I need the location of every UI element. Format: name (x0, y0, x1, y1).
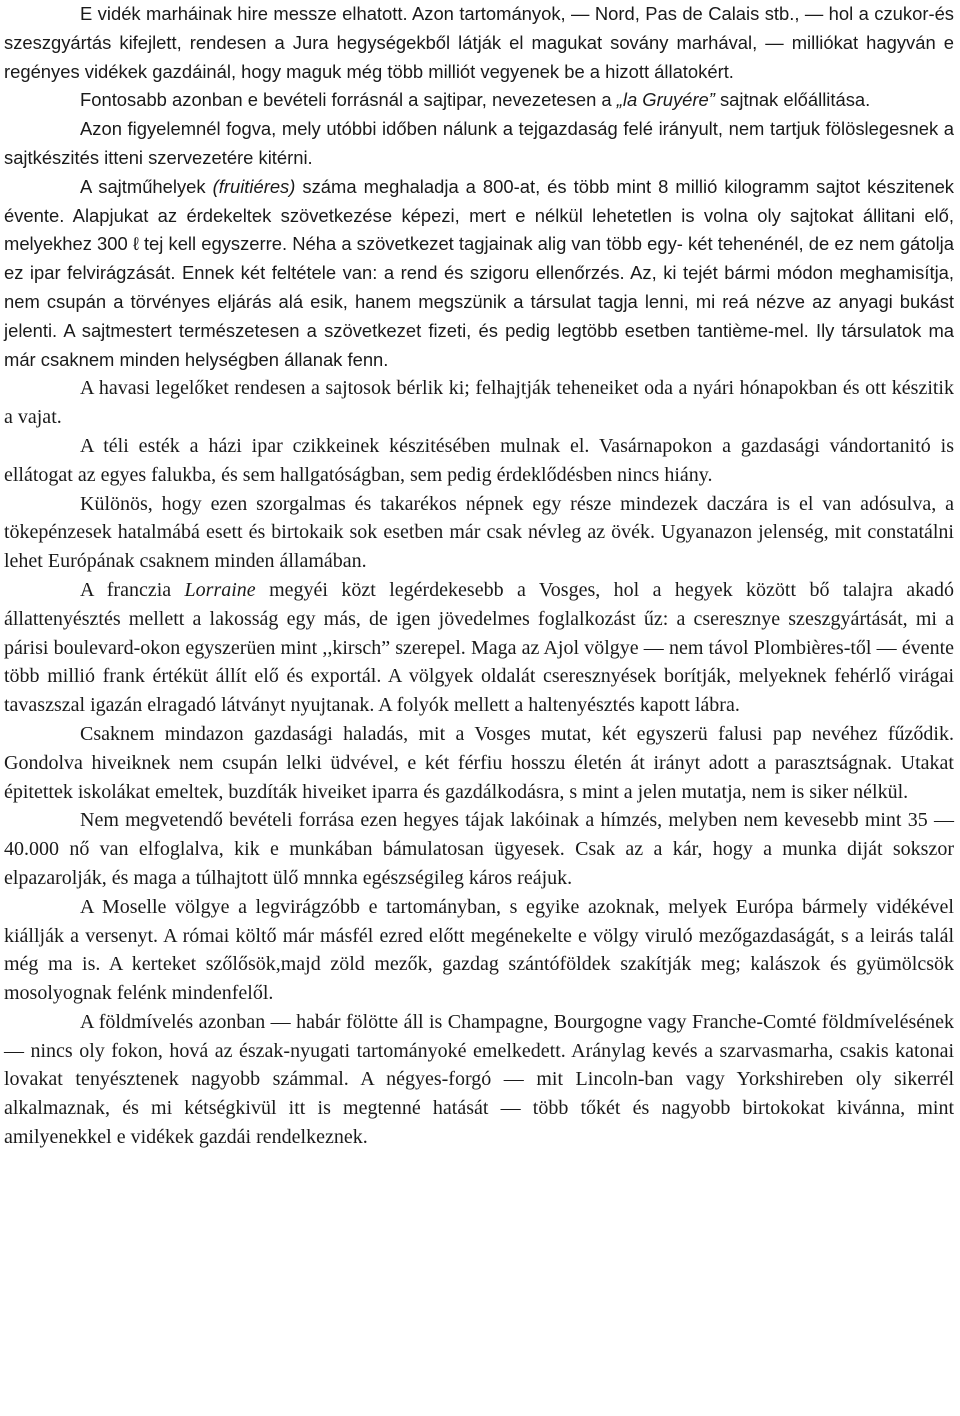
paragraph (4, 115, 954, 173)
text-run: A földmívelés azonban — habár fölötte áll is Champagne, Bourgogne vagy Franche-Comté földmívelésének — nincs oly fokon, hová az észak-nyugati tartományoké emelkedett. Aránylag kevés a szarvasmarha, csakis katonai lovakat tenyésztenek nagyobb számmal. A négyes-forgó — mit Lincoln-ban vagy Yorkshireben oly sikerrél alkalmaznak, és mi kétségkivül itt is megtenné hatását — több tőkét és nagyobb birtokokat kivánna, mint amilyenekkel e vidékek gazdái rendelkeznek. (4, 1010, 954, 1149)
paragraph (4, 893, 954, 1008)
paragraph (4, 576, 954, 720)
italic-text-run: (fruitiéres) (212, 175, 296, 197)
paragraph (4, 173, 954, 375)
text-run: A Moselle völgye a legvirágzóbb e tartományban, s egyike azoknak, melyek Európa bármely vidékével kiállják a versenyt. A római költő már másfél ezred előtt megénekelte e völgy viruló mezőgazdaságát, s a leirás talál még ma is. A kerteket szőlősök,majd zöld mezők, gazdag szántóföldek szakítják meg; kalászok és gyümölcsök mosolyognak felénk mindenfelől. (4, 895, 954, 1005)
text-run: Azon figyelemnél fogva, mely utóbbi időben nálunk a tejgazdaság felé irányult, nem tartjuk fölöslegesnek a sajtkészités itteni szervezetére kitérni. (4, 118, 954, 168)
italic-text-run: Lorraine (184, 578, 256, 601)
paragraph (4, 490, 954, 576)
paragraph (4, 1008, 954, 1152)
paragraph (4, 806, 954, 892)
paragraph (4, 720, 954, 806)
paragraph (4, 86, 954, 115)
paragraph (4, 432, 954, 490)
text-run: Nem megvetendő bevételi forrása ezen hegyes tájak lakóinak a hímzés, melyben nem kevesebb mint 35 — 40.000 nő van elfoglalva, kik e munkában bámulatosan ügyesek. Csak az a kár, hogy a munka diját sokszor elpazarolják, és maga a túlhajtott ülő mnnka egészségileg káros reájuk. (4, 809, 954, 889)
text-run: sajtnak előállitása. (714, 89, 871, 111)
text-run: A sajtműhelyek (80, 175, 213, 197)
text-run: száma meghaladja a 800-at, és több mint 8 millió kilogramm sajtot készitenek évente. (4, 175, 955, 226)
paragraph (4, 374, 954, 432)
text-run: Fontosabb azonban e bevételi forrásnál a sajtipar, nevezetesen a (80, 89, 617, 111)
text-run: A franczia (80, 578, 185, 601)
text-run: Csaknem mindazon gazdasági haladás, mit a Vosges mutat, két egyszerü falusi pap nevéhez fűződik. Gondolva hiveiknek nem csupán lelki üdvével, e két férfiu hosszu életén át irányt adott a parasztságnak. Utakat épitettek iskolákat emeltek, buzdíták hiveiket iparra és gazdálkodásra, s mint a jelen mutatja, nem is siker nélkül. (4, 722, 954, 803)
italic-text-run: „la Gruyére” (616, 89, 715, 111)
text-run: A téli esték a házi ipar czikkeinek készitésében mulnak el. Vasárnapokon a gazdasági vándortanitó is ellátogat az egyes falukba, és sem hallgatóságban, sem pedig érdeklődésben nincs hiány. (4, 434, 954, 486)
document-page (4, 0, 954, 1152)
paragraph (4, 0, 954, 86)
text-run: Különös, hogy ezen szorgalmas és takarékos népnek egy része mindezek daczára is el van adósulva, a tökepénzesek hatalmábá esett és birtokaik sok esetben már csak névleg az övék. Ugyanazon jelenség, mit constatálni lehet Európának csaknem minden államában. (4, 492, 954, 573)
text-run: A havasi legelőket rendesen a sajtosok bérlik ki; felhajtják teheneiket oda a nyári hónapokban és ott készitik a vajat. (4, 377, 954, 429)
text-run: E vidék marháinak hire messze elhatott. Azon tartományok, — Nord, Pas de Calais stb., — hol a czukor-és szeszgyártás kifejlett, rendesen a Jura hegységekből látják el magukat sovány marhával, — milliókat hagyván e regényes vidékek gazdáinál, hogy maguk még több milliót vegyenek be a hizott állatokért. (4, 3, 954, 82)
text-run: megyéi közt legérdekesebb a Vosges, hol a hegyek között bő talajra akadó állattenyésztés mellett a lakosság egy más, de igen jövedelmes foglalkozást űz: a cseresznye szeszgyártását, mi a párisi boulevard-okon egyszerüen mint ,,kirsch” szerepel. Maga az Ajol völgye — nem távol Plombières-től — évente több millió frank értéküt állít elő és exportál. A völgyek oldalát cseresznyések borítják, melyeknek fehérlő virágai tavaszszal igazán elragadó látványt nyujtanak. A folyók mellett a haltenyésztés kapott lábra. (4, 578, 954, 717)
text-run: Alapjukat az érdekeltek szövetkezése képezi, mert e nélkül lehetetlen is volna oly sajtokat állitani elő, melyekhez 300 ℓ tej kell egyszerre. Néha a szövetkezet tagjainak alig van több egy- két tehenénél, de ez nem gátolja ez ipar felvirágzását. Ennek két feltétele van: a rend és szigoru ellenőrzés. Az, ki tejét bármi módon meghamisítja, nem csupán a törvényes eljárás alá esik, hanem megszünik a társulat tagja lenni, mi reá nézve az anyagi bukást jelenti. A sajtmestert természetesen a szövetkezet fizeti, és pedig legtöbb esetben tantième-mel. Ily társulatok ma már csaknem minden helységben állanak fenn. (4, 204, 954, 370)
